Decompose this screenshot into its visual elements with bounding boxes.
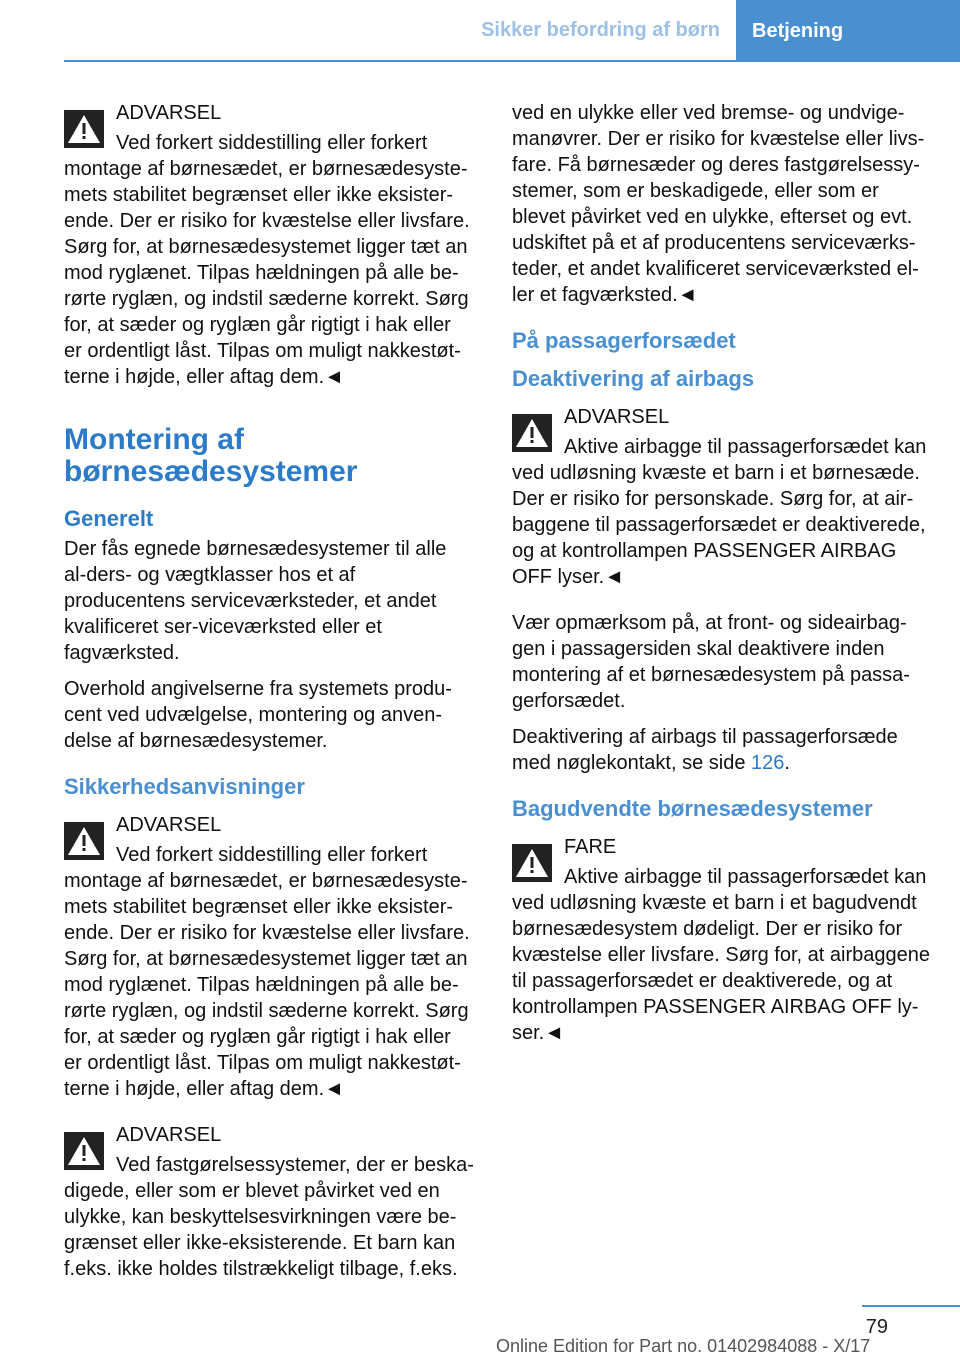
warning-triangle-icon xyxy=(512,844,552,882)
header-rule xyxy=(64,60,960,62)
warning-block xyxy=(64,1122,474,1282)
warning-triangle-icon xyxy=(64,110,104,148)
general-paragraph: Der fås egnede børnesædesystemer til alle al-ders- og vægtklasser hos et af producentens serviceværksteder, et andet kvalificeret ser-viceværksted eller et fagværksted. xyxy=(64,538,447,664)
continued-paragraph: ved en ulykke eller ved bremse- og undvige-manøvrer. Der er risiko for kvæstelse eller livs-fare. Få børnesæder og deres fastgørelsessy-stemer, som er beskadigede, eller som er blevet påvirket ved en ulykke, efterset og evt. udskiftet på et af producentens serviceværks-teder, et andet kvalificeret serviceværksted el-ler et fagværksted.◄ xyxy=(512,102,925,306)
warning-text: Ved fastgørelsessystemer, der er beska-digede, eller som er blevet påvirket ved en ulykke, kan beskyttelsesvirkningen være be-grænset eller ikke-eksisterende. Et barn kan f.eks. ikke holdes tilstrækkeligt tilbage, f.eks. xyxy=(64,1154,474,1280)
danger-label: FARE xyxy=(564,836,617,858)
warning-block xyxy=(64,100,474,390)
page-header xyxy=(0,0,960,62)
warning-label: ADVARSEL xyxy=(116,1124,222,1146)
edition-footer: Online Edition for Part no. 01402984088 - X/17 xyxy=(496,1336,871,1356)
general-heading: Generelt xyxy=(64,506,154,531)
section-title: Montering af børnesædesystemer xyxy=(64,423,358,488)
warning-block xyxy=(512,404,930,590)
airbag-paragraph: Vær opmærksom på, at front- og sideairbag-gen i passagersiden skal deaktivere inden montering af et børnesædesystem på passa-gerforsædet. xyxy=(512,612,910,712)
safety-heading: Sikkerhedsanvisninger xyxy=(64,774,305,799)
warning-label: ADVARSEL xyxy=(116,814,222,836)
warning-text: Ved forkert siddestilling eller forkert montage af børnesædet, er børnesædesyste-mets stabilitet begrænset eller ikke eksister-ende. Der er risiko for kvæstelse eller livsfare. Sørg for, at børnesædesystemet ligger tæt an mod ryglænet. Tilpas hældningen på alle be-rørte ryglæn, og indstil sæderne korrekt. Sørg for, at sæder og ryglæn går rigtigt i hak eller er ordentligt låst. Tilpas om muligt nakkestøt-terne i højde, eller aftag dem.◄ xyxy=(64,132,470,388)
passenger-heading: På passagerforsædet xyxy=(512,328,736,353)
danger-block xyxy=(512,834,930,1046)
danger-text: Aktive airbagge til passagerforsædet kan ved udløsning kvæste et barn i et bagudvendt børnesædesystem dødeligt. Der er risiko for kvæstelse eller livsfare. Sørg for, at airbaggene til passagerforsædet er deaktiverede, og at kontrollampen PASSENGER AIRBAG OFF ly-ser.◄ xyxy=(512,866,930,1044)
warning-triangle-icon xyxy=(512,414,552,452)
right-column xyxy=(512,100,930,1066)
warning-label: ADVARSEL xyxy=(564,406,670,428)
warning-triangle-icon xyxy=(64,822,104,860)
rear-facing-heading: Bagudvendte børnesædesystemer xyxy=(512,796,873,821)
warning-block xyxy=(64,812,474,1102)
page-number: 79 xyxy=(865,1316,888,1338)
airbag-reference-text: Deaktivering af airbags til passagerforsæde med nøglekontakt, se side xyxy=(512,726,898,774)
section-tab[interactable]: Betjening xyxy=(736,0,960,62)
warning-triangle-icon xyxy=(64,1132,104,1170)
warning-label: ADVARSEL xyxy=(116,102,222,124)
footer-rule xyxy=(862,1305,960,1307)
warning-text: Aktive airbagge til passagerforsædet kan ved udløsning kvæste et barn i et børnesæde. Der er risiko for personskade. Sørg for, at air-baggene til passagerforsædet er deaktiverede, og at kontrollampen PASSENGER AIRBAG OFF lyser.◄ xyxy=(512,436,927,588)
airbag-reference-paragraph xyxy=(512,724,930,776)
airbag-reference-end: . xyxy=(784,752,790,774)
general-paragraph-2: Overhold angivelserne fra systemets produ-cent ved udvælgelse, montering og anven-delse af børnesædesystemer. xyxy=(64,678,452,752)
left-column xyxy=(64,100,474,1302)
breadcrumb[interactable]: Sikker befordring af børn xyxy=(481,18,720,41)
airbag-heading: Deaktivering af airbags xyxy=(512,366,755,391)
warning-text: Ved forkert siddestilling eller forkert montage af børnesædet, er børnesædesyste-mets stabilitet begrænset eller ikke eksister-ende. Der er risiko for kvæstelse eller livsfare. Sørg for, at børnesædesystemet ligger tæt an mod ryglænet. Tilpas hældningen på alle be-rørte ryglæn, og indstil sæderne korrekt. Sørg for, at sæder og ryglæn går rigtigt i hak eller er ordentligt låst. Tilpas om muligt nakkestøt-terne i højde, eller aftag dem.◄ xyxy=(64,844,470,1100)
page-link[interactable]: 126 xyxy=(751,752,785,774)
